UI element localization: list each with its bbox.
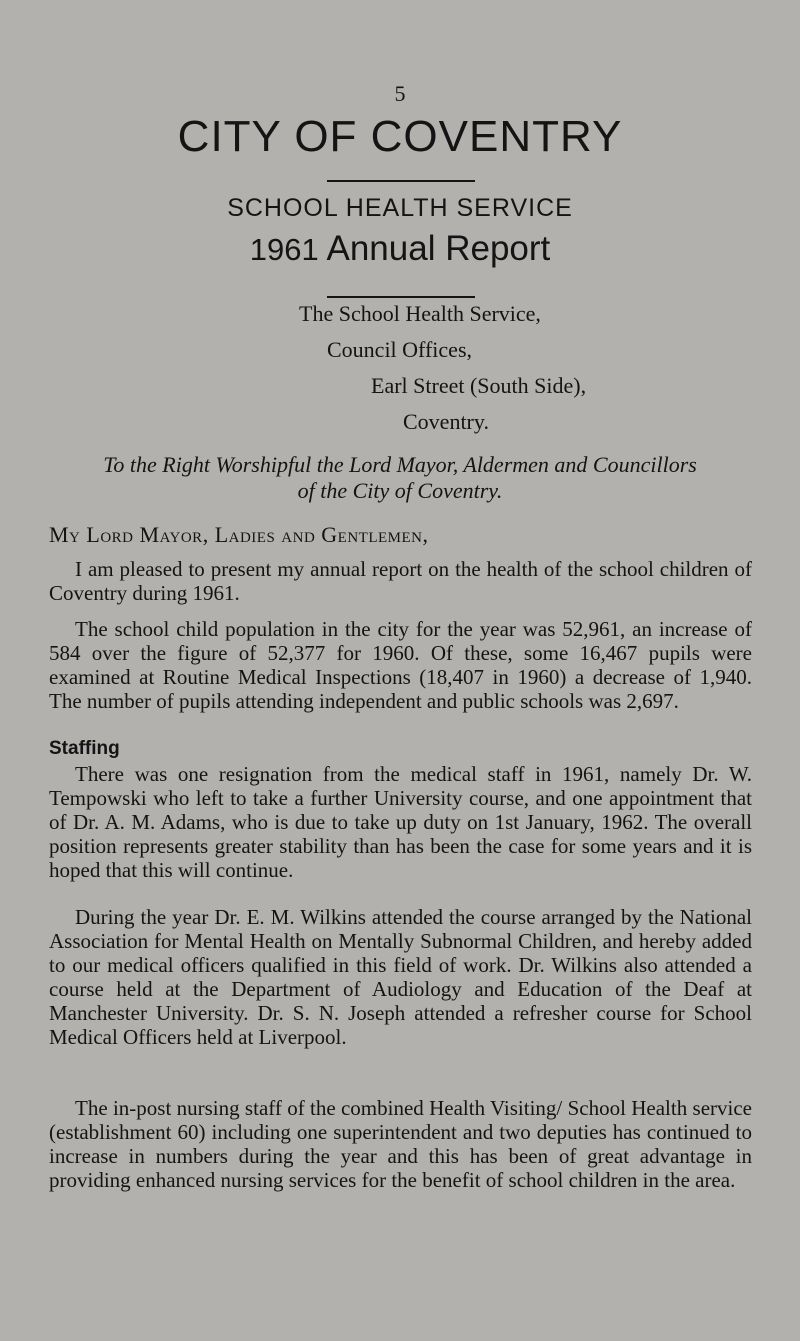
- page-number: 5: [394, 81, 406, 106]
- service-title: SCHOOL HEALTH SERVICE: [227, 194, 573, 222]
- intro-paragraph: I am pleased to present my annual report on the health of the school children of Coventry during 1961.: [49, 557, 752, 605]
- training-paragraph: During the year Dr. E. M. Wilkins attended the course arranged by the National Association for Mental Health on Mentally Subnormal Children, and hereby added to our medical officers qualified in this field of work. Dr. Wilkins also attended a course held at the Department of Audiology and Education of the Deaf at Manchester University. Dr. S. N. Joseph attended a refresher course for School Medical Officers held at Liverpool.: [49, 905, 752, 1049]
- address-line-4: Coventry.: [403, 409, 489, 434]
- address-line-1: The School Health Service,: [299, 301, 541, 326]
- dedication-line-1: To the Right Worshipful the Lord Mayor, Aldermen and Councillors: [103, 452, 697, 477]
- report-year: 1961: [249, 232, 319, 267]
- nursing-paragraph: The in-post nursing staff of the combined Health Visiting/ School Health service (establishment 60) including one superintendent and two deputies has continued to increase in numbers during the year and this has been of great advantage in providing enhanced nursing services for the benefit of school children in the area.: [49, 1096, 752, 1192]
- title-divider: [327, 180, 475, 182]
- address-line-2: Council Offices,: [327, 337, 473, 362]
- dedication-line-2: of the City of Coventry.: [297, 478, 503, 503]
- salutation: My Lord Mayor, Ladies and Gentlemen,: [49, 522, 429, 547]
- report-title-underline: [327, 296, 475, 298]
- city-title: CITY OF COVENTRY: [177, 112, 623, 161]
- staffing-paragraph: There was one resignation from the medical staff in 1961, namely Dr. W. Tempowski who left to take a further University course, and one appointment that of Dr. A. M. Adams, who is due to take up duty on 1st January, 1962. The overall position represents greater stability than has been the case for some years and it is hoped that this will continue.: [49, 762, 752, 882]
- population-paragraph: The school child population in the city for the year was 52,961, an increase of 584 over the figure of 52,377 for 1960. Of these, some 16,467 pupils were examined at Routine Medical Inspections (18,407 in 1960) a decrease of 1,940. The number of pupils attending independent and public schools was 2,697.: [49, 617, 752, 713]
- staffing-heading: Staffing: [49, 738, 120, 759]
- report-title-text: Annual Report: [326, 229, 551, 268]
- address-line-3: Earl Street (South Side),: [371, 373, 587, 398]
- report-title: [0, 227, 800, 272]
